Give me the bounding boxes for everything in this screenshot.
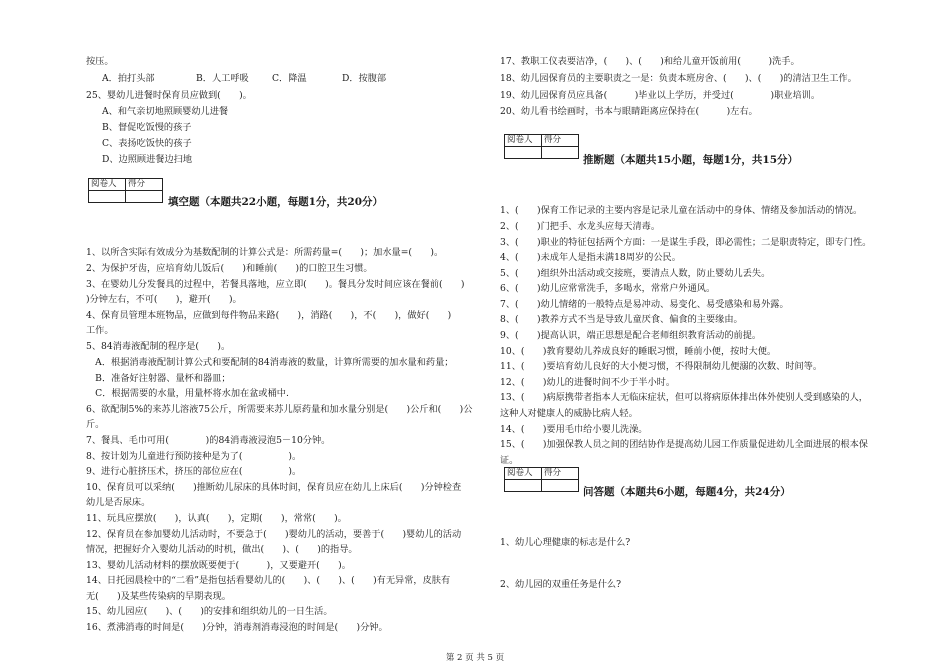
judge-line-8: 8、( )教养方式不当是导致儿童厌食、偏食的主要缘由。 bbox=[500, 314, 743, 325]
judge-line-10: 10、( )教育婴幼儿养成良好的睡眠习惯，睡前小便，按时大便。 bbox=[500, 346, 777, 357]
fill-line-5: 4、保育员管理本班物品，应做到每件物品来路( )，消路( )，不( )，做好( ) bbox=[86, 310, 452, 321]
grader-label: 阅卷人 bbox=[89, 179, 126, 191]
fill-line-1: 1、以所含实际有效成分为基数配制的计算公式是：所需药量=( )；加水量=( )。 bbox=[86, 247, 444, 258]
fill-line-15: 9、进行心脏挤压术，挤压的部位应在( )。 bbox=[86, 466, 302, 477]
judge-line-12: 12、( )幼儿的进餐时间不少于半小时。 bbox=[500, 377, 676, 388]
judge-line-15-cont: 证。 bbox=[500, 455, 519, 466]
fill-line-23: 无( )及某些传染病的早期表现。 bbox=[86, 591, 231, 602]
judge-line-3: 3、( )职业的特征包括两个方面：一是谋生手段，即必需性；二是职责特定，即专门性。 bbox=[500, 237, 872, 248]
grader-label: 阅卷人 bbox=[505, 135, 542, 147]
grader-cell[interactable] bbox=[505, 147, 542, 159]
judge-line-7: 7、( )幼儿情绪的一般特点是易冲动、易变化、易受感染和易外露。 bbox=[500, 299, 789, 310]
fill-line-22: 14、日托园晨检中的“二看”是指包括看婴幼儿的( )、( )、( )有无异常，皮肤有 bbox=[86, 575, 451, 586]
judge-score-box bbox=[504, 134, 579, 159]
fill-line-19-right: 19、幼儿园保育员应具备( )毕业以上学历，并受过( )职业培训。 bbox=[500, 90, 821, 101]
fill-line-24: 15、幼儿园应( )、( )的安排和组织幼儿的一日生活。 bbox=[86, 606, 333, 617]
q25-option-c: C、表扬吃饭快的孩子 bbox=[102, 138, 192, 149]
fill-line-6: 工作。 bbox=[86, 325, 114, 336]
qa-section-title: 问答题（本题共6小题，每题4分，共24分） bbox=[583, 486, 791, 498]
fill-line-13: 7、餐具、毛巾可用( )的84消毒液浸泡5－10分钟。 bbox=[86, 435, 331, 446]
page-footer: 第 2 页 共 5 页 bbox=[445, 653, 505, 663]
fill-score-box bbox=[88, 178, 163, 203]
fill-line-18-right: 18、幼儿园保育员的主要职责之一是：负责本班房舍、( )、( )的清洁卫生工作。 bbox=[500, 73, 857, 84]
grader-cell[interactable] bbox=[505, 480, 542, 492]
fill-line-10: C．根据需要的水量，用量杯将水加在盆或桶中. bbox=[86, 388, 289, 399]
grader-cell[interactable] bbox=[89, 191, 126, 203]
score-label: 得分 bbox=[542, 135, 579, 147]
fill-line-12: 斤。 bbox=[86, 419, 105, 430]
judge-line-4: 4、( )未成年人是指未满18周岁的公民。 bbox=[500, 252, 681, 263]
fill-line-25: 16、煮沸消毒的时间是( )分钟，消毒剂消毒浸泡的时间是( )分钟。 bbox=[86, 622, 388, 633]
judge-line-9: 9、( )提高认识，端正思想是配合老师组织教育活动的前提。 bbox=[500, 330, 762, 341]
fill-line-18: 11、玩具应摆放( )，认真( )，定期( )，常常( )。 bbox=[86, 513, 347, 524]
q24-option-a: A．拍打头部 bbox=[102, 73, 155, 84]
fill-line-9: B．准备好注射器、量杯和器皿； bbox=[86, 373, 231, 384]
judge-line-13: 13、( )病原携带者指本人无临床症状，但可以将病原体排出体外使别人受到感染的人， bbox=[500, 392, 868, 403]
judge-line-14: 14、( )要用毛巾给小婴儿洗澡。 bbox=[500, 424, 648, 435]
fill-line-4: )分钟左右，不可( )，避开( )。 bbox=[86, 294, 242, 305]
q25-option-a: A、和气亲切地照顾婴幼儿进餐 bbox=[102, 106, 229, 117]
q24-option-d: D．按腹部 bbox=[342, 73, 387, 84]
judge-section-title: 推断题（本题共15小题，每题1分，共15分） bbox=[583, 154, 799, 166]
qa-question-2: 2、幼儿园的双重任务是什么? bbox=[500, 579, 622, 590]
q24-option-c: C．降温 bbox=[272, 73, 307, 84]
fill-line-21: 13、婴幼儿活动材料的摆放既要便于( )，又要避开( )。 bbox=[86, 560, 351, 571]
grader-label: 阅卷人 bbox=[505, 468, 542, 480]
judge-line-5: 5、( )组织外出活动或交接班，要清点人数，防止婴幼儿丢失。 bbox=[500, 268, 771, 279]
fill-line-17: 幼儿是否尿床。 bbox=[86, 497, 151, 508]
score-label: 得分 bbox=[126, 179, 163, 191]
score-cell[interactable] bbox=[542, 147, 579, 159]
fill-line-20: 情况，把握好介入婴幼儿活动的时机，做出( )、( )的指导。 bbox=[86, 544, 358, 555]
fill-line-16: 10、保育员可以采纳( )推断幼儿尿床的具体时间，保育员应在幼儿上床后( )分钟检查 bbox=[86, 482, 462, 493]
score-label: 得分 bbox=[542, 468, 579, 480]
fill-line-3: 3、在婴幼儿分发餐具的过程中，若餐具落地，应立即( )。餐具分发时间应该在餐前( ) bbox=[86, 279, 465, 290]
fill-line-19: 12、保育员在参加婴幼儿活动时，不要急于( )婴幼儿的活动，要善于( )婴幼儿的活动 bbox=[86, 529, 462, 540]
q24-tail: 按压。 bbox=[86, 56, 114, 67]
fill-line-14: 8、按计划为儿童进行预防接种是为了( )。 bbox=[86, 451, 302, 462]
score-cell[interactable] bbox=[126, 191, 163, 203]
judge-line-13-cont: 这种人对健康人的威胁比病人轻。 bbox=[500, 408, 638, 419]
judge-line-1: 1、( )保育工作记录的主要内容是记录儿童在活动中的身体、情绪及参加活动的情况。 bbox=[500, 205, 863, 216]
score-cell[interactable] bbox=[542, 480, 579, 492]
judge-line-15: 15、( )加强保教人员之间的团结协作是提高幼儿园工作质量促进幼儿全面进展的根本保 bbox=[500, 439, 868, 450]
fill-line-7: 5、84消毒液配制的程序是( )。 bbox=[86, 341, 231, 352]
fill-line-20-right: 20、幼儿看书绘画时，书本与眼睛距离应保持在( )左右。 bbox=[500, 106, 758, 117]
judge-line-11: 11、( )要培育幼儿良好的大小便习惯，不得限制幼儿便溺的次数、时间等。 bbox=[500, 361, 823, 372]
fill-line-2: 2、为保护牙齿，应培育幼儿饭后( )和睡前( )的口腔卫生习惯。 bbox=[86, 263, 373, 274]
fill-section-title: 填空题（本题共22小题，每题1分，共20分） bbox=[168, 196, 384, 208]
q25-option-d: D、边照顾进餐边扫地 bbox=[102, 154, 193, 165]
q24-option-b: B．人工呼吸 bbox=[196, 73, 249, 84]
qa-question-1: 1、幼儿心理健康的标志是什么? bbox=[500, 537, 631, 548]
fill-line-8: A．根据消毒液配制计算公式和要配制的84消毒液的数量，计算所需要的加水量和药量； bbox=[86, 357, 454, 368]
judge-line-6: 6、( )幼儿应常常洗手，多喝水，常常户外通风。 bbox=[500, 283, 716, 294]
fill-line-17-right: 17、教职工仪表要洁净，( )、( )和给儿童开饭前用( )洗手。 bbox=[500, 56, 800, 67]
judge-line-2: 2、( )门把手、水龙头应每天清毒。 bbox=[500, 221, 661, 232]
qa-score-box bbox=[504, 467, 579, 492]
q25-option-b: B、督促吃饭慢的孩子 bbox=[102, 122, 192, 133]
q25-question: 25、婴幼儿进餐时保育员应做到( )。 bbox=[86, 90, 252, 101]
fill-line-11: 6、欲配制5%的来苏儿溶液75公斤，所需要来苏儿原药量和加水量分别是( )公斤和( )公 bbox=[86, 404, 473, 415]
